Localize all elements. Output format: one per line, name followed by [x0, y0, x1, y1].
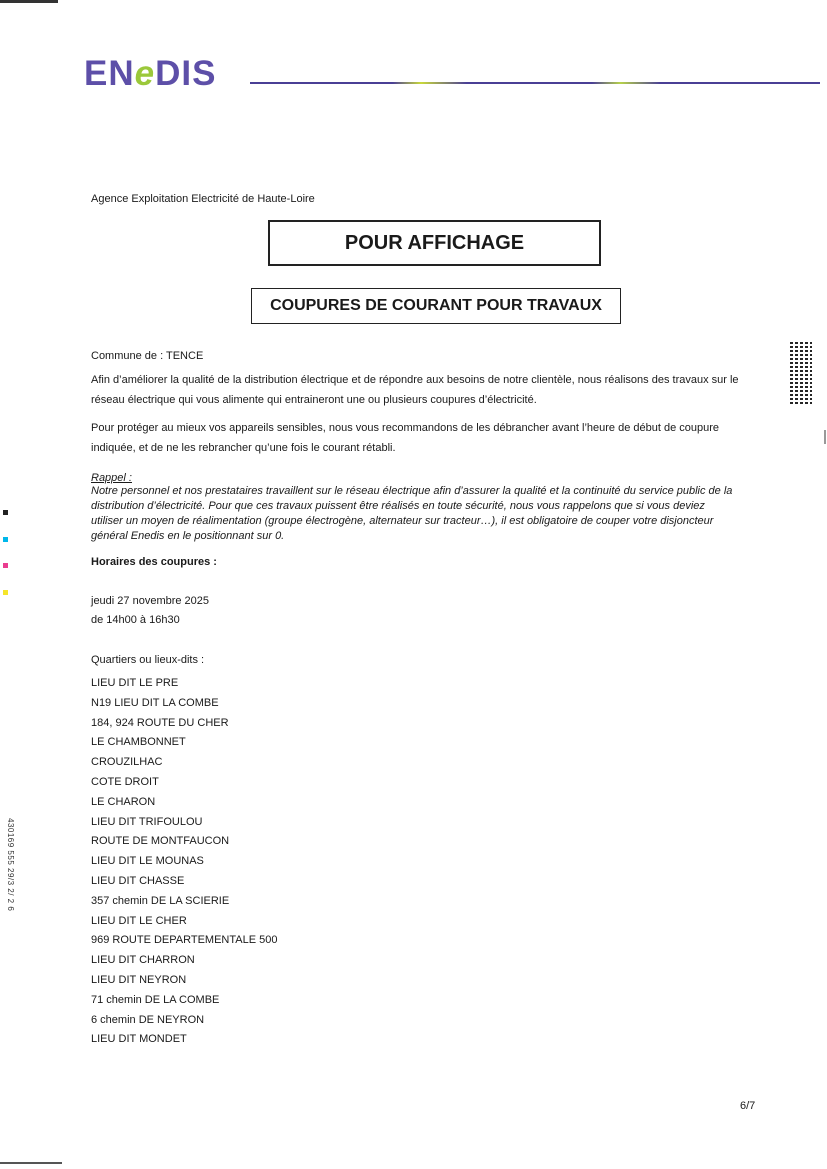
side-code: 430169 555 29/3 2/ 2 6	[6, 818, 15, 912]
outage-date: jeudi 27 novembre 2025	[91, 595, 210, 607]
scan-edge-bottom	[0, 1162, 62, 1164]
list-item: LIEU DIT LE MOUNAS	[91, 855, 204, 868]
list-item: ROUTE DE MONTFAUCON	[91, 835, 230, 848]
list-item: LIEU DIT NEYRON	[91, 973, 187, 986]
print-marker-yellow	[3, 590, 8, 595]
page-number: 6/7	[740, 1100, 756, 1112]
list-item: LIEU DIT LE PRE	[91, 677, 179, 689]
horaires-heading: Horaires des coupures :	[91, 556, 217, 568]
list-item: LIEU DIT LE CHER	[91, 914, 187, 927]
list-item: LIEU DIT TRIFOULOU	[91, 815, 203, 828]
scan-edge-right	[824, 430, 826, 444]
list-item: LIEU DIT CHASSE	[91, 874, 185, 887]
list-item: LE CHARON	[91, 795, 156, 808]
datamatrix-code	[790, 340, 812, 404]
subtitle-box: COUPURES DE COURANT POUR TRAVAUX	[251, 288, 621, 324]
outage-time: de 14h00 à 16h30	[91, 614, 180, 626]
print-marker-magenta	[3, 563, 8, 568]
list-item: LE CHAMBONNET	[91, 736, 186, 749]
rappel-heading: Rappel :	[91, 472, 132, 484]
places-list	[91, 674, 277, 1050]
enedis-logo	[84, 56, 216, 91]
list-item: 71 chemin DE LA COMBE	[91, 993, 220, 1006]
intro-paragraph: Afin d’améliorer la qualité de la distribution électrique et de répondre aux besoins de notre clientèle, nous réalisons des travaux sur le réseau électrique qui vous alimente qui entraineront une ou plusieurs coupures d’électricité.	[91, 374, 739, 406]
logo-part-3: DIS	[155, 54, 217, 93]
list-item: LIEU DIT MONDET	[91, 1033, 187, 1046]
list-item: CROUZILHAC	[91, 756, 163, 769]
advice-paragraph: Pour protéger au mieux vos appareils sensibles, nous vous recommandons de les débrancher avant l’heure de début de coupure indiquée, et de ne les rebrancher qu’une fois le courant rétabli.	[91, 422, 719, 454]
rappel-text: Notre personnel et nos prestataires travaillent sur le réseau électrique afin d’assurer la qualité et la continuité du service public de la distribution d’électricité. Pour que ces travaux puissent être réalisés en toute sécurité, nous vous rappelons que si vous deviez utiliser un moyen de réalimentation (groupe électrogène, alternateur sur tracteur…), il est obligatoire de couper votre disjoncteur général Enedis en le positionnant sur 0.	[91, 485, 733, 542]
list-item: COTE DROIT	[91, 775, 159, 788]
list-item: 6 chemin DE NEYRON	[91, 1013, 205, 1026]
list-item: 969 ROUTE DEPARTEMENTALE 500	[91, 934, 278, 947]
print-marker-cyan	[3, 537, 8, 542]
agency-name: Agence Exploitation Electricité de Haute-Loire	[91, 193, 315, 205]
list-item: 357 chemin DE LA SCIERIE	[91, 894, 230, 907]
commune-line: Commune de : TENCE	[91, 350, 204, 362]
logo-part-2: e	[134, 54, 156, 93]
list-item: N19 LIEU DIT LA COMBE	[91, 696, 219, 709]
title-box: POUR AFFICHAGE	[268, 220, 601, 266]
scan-edge-top	[0, 0, 58, 3]
header-rule	[250, 82, 820, 84]
list-item: LIEU DIT CHARRON	[91, 954, 195, 967]
print-marker-black	[3, 510, 8, 515]
list-item: 184, 924 ROUTE DU CHER	[91, 716, 229, 729]
logo-part-1: EN	[84, 54, 135, 93]
quartiers-heading: Quartiers ou lieux-dits :	[91, 654, 205, 666]
